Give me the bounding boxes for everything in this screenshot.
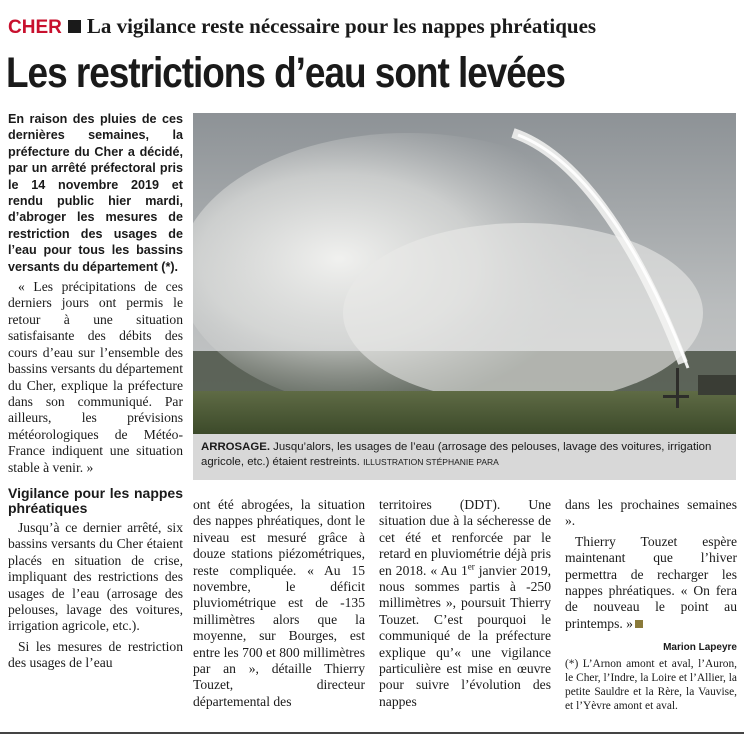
col2-paragraph-1: ont été abrogées, la situation des nappes phréatiques, dont le niveau est mesuré grâce à douze stations piézométriques, reste compliquée. « Au 15 novembre, le déficit pluviométrique est de -135 millimètres alors que la moyenne, sur Bourges, est entre les 700 et 800 millimètres par an », détaille Thierry Touzet, directeur départemental des xyxy=(193,497,365,709)
col1-paragraph-1: « Les précipitations de ces derniers jours ont permis le retour à une situation satisfaisante des débits des cours d’eau sur l’ensemble des bassins versants du département du Cher, explique la préfecture dans son communiqué. Par ailleurs, les prévisions météorologiques de Météo-France indiquent une situation stable à venir. » xyxy=(8,279,183,475)
col1-paragraph-3: Si les mesures de restriction des usages de l’eau xyxy=(8,638,183,671)
photo-caption xyxy=(193,434,736,480)
section-subhead: Vigilance pour les nappes phréatiques xyxy=(8,484,183,516)
col4-paragraph-2 xyxy=(565,534,737,632)
col4-paragraph-1: dans les prochaines semaines ». xyxy=(565,497,737,529)
bottom-rule xyxy=(0,732,744,734)
headline: Les restrictions d’eau sont levées xyxy=(6,49,565,97)
caption-credit: ILLUSTRATION STÉPHANIE PARA xyxy=(363,457,499,467)
kicker xyxy=(8,14,596,39)
caption-text: Jusqu’alors, les usages de l’eau (arrosage des pelouses, lavage des voitures, irrigation agricole, etc.) étaient restreints. xyxy=(201,441,712,468)
kicker-tag: CHER xyxy=(8,17,62,38)
col4-paragraph-2-text: Thierry Touzet espère maintenant que l’hiver permettra de recharger les nappes phréatiques. « On fera de nouveau le point au printemps. » xyxy=(565,533,737,631)
col3-superscript: er xyxy=(467,561,475,572)
footnote: (*) L’Arnon amont et aval, l’Auron, le Cher, l’Indre, la Loire et l’Allier, la petite Sauldre et la Rère, la Vauvise, et l’Yèvre amont et aval. xyxy=(565,657,737,712)
kicker-subtitle: La vigilance reste nécessaire pour les nappes phréatiques xyxy=(86,14,597,38)
column-3 xyxy=(379,497,551,710)
irrigation-sprinkler-image xyxy=(193,113,736,434)
article-photo xyxy=(193,113,736,434)
kicker-square xyxy=(68,20,81,33)
lead-paragraph: En raison des pluies de ces dernières semaines, la préfecture du Cher a décidé, par un arrêté préfectoral pris le 14 novembre 2019 et rendu public hier mardi, d’abroger les mesures de restriction des usages de l’eau pour tous les bassins versants du département (*). xyxy=(8,112,183,274)
end-mark xyxy=(635,620,643,628)
author-signature: Marion Lapeyre xyxy=(663,642,737,654)
col3-text-b: janvier 2019, nous sommes partis à -250 millimètres », poursuit Thierry Touzet. C’est pourquoi le communiqué de la préfecture explique qu’« une vigilance particulière est mise en œuvre pour suivre l’évolution des nappes xyxy=(379,562,552,709)
col1-paragraph-2: Jusqu’à ce dernier arrêté, six bassins versants du Cher étaient placés en situation de crise, impliquant des restrictions des usages de l’eau (arrosage des pelouses, lavage des voitures, irrigation agricole, etc.). xyxy=(8,519,183,634)
column-2 xyxy=(193,497,365,710)
column-4 xyxy=(565,497,737,713)
col3-text-a: territoires (DDT). Une situation due à la sécheresse de cet été et renforcée par le retard en pluviométrie déjà pris en 2018. « Au 1 xyxy=(379,497,551,578)
column-1 xyxy=(8,111,183,672)
caption-label: ARROSAGE. xyxy=(201,441,270,453)
col3-paragraph-1 xyxy=(379,497,551,710)
